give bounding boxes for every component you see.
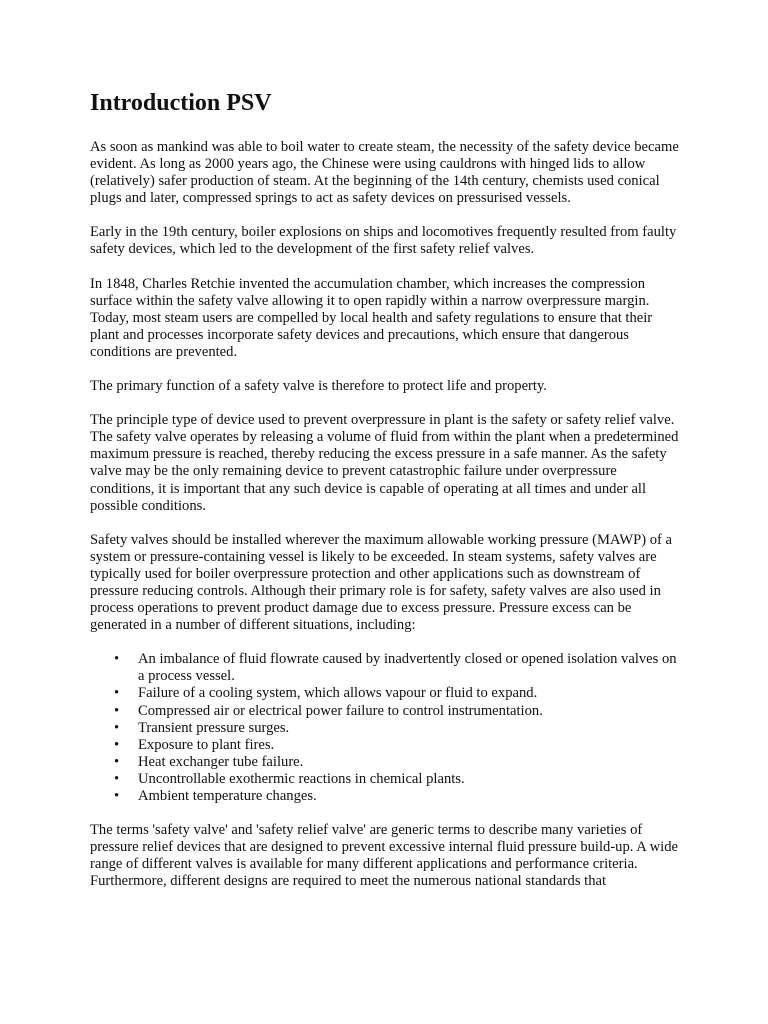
overpressure-causes-list	[90, 651, 682, 805]
bullet-icon: •	[114, 753, 120, 770]
list-item-text: Exposure to plant fires.	[138, 736, 275, 753]
list-item-text: Transient pressure surges.	[138, 719, 290, 736]
list-item	[114, 770, 682, 788]
paragraph-terms: The terms 'safety valve' and 'safety relief valve' are generic terms to describe many varieties of pressure relief devices that are designed to prevent excessive internal fluid pressure build-up. A wide range of different valves is available for many different applications and performance criteria. Furthermore, different designs are required to meet the numerous national standards that	[90, 822, 679, 890]
page-title: Introduction PSV	[90, 90, 272, 116]
paragraph-accumulation-chamber: In 1848, Charles Retchie invented the accumulation chamber, which increases the compression surface within the safety valve allowing it to open rapidly within a narrow overpressure margin. Today, most steam users are compelled by local health and safety regulations to ensure that their plant and processes incorporate safety devices and precautions, which ensure that dangerous conditions are prevented.	[90, 275, 653, 360]
list-item-text: An imbalance of fluid flowrate caused by inadvertently closed or opened isolation valves on a process vessel.	[138, 651, 677, 685]
document-page	[90, 88, 682, 907]
paragraph-19th-century: Early in the 19th century, boiler explosions on ships and locomotives frequently resulted from faulty safety devices, which led to the development of the first safety relief valves.	[90, 224, 677, 258]
bullet-icon: •	[114, 685, 120, 702]
list-item-text: Heat exchanger tube failure.	[138, 753, 304, 770]
list-item	[114, 719, 682, 737]
list-item	[114, 685, 682, 702]
list-item	[114, 736, 682, 754]
bullet-icon: •	[114, 651, 120, 668]
paragraph-primary-function: The primary function of a safety valve is therefore to protect life and property.	[90, 378, 547, 395]
list-item	[114, 651, 682, 685]
list-item	[114, 702, 682, 720]
list-item	[114, 753, 682, 771]
list-item-text: Failure of a cooling system, which allows vapour or fluid to expand.	[138, 685, 538, 702]
bullet-icon: •	[114, 788, 120, 804]
list-item-text: Ambient temperature changes.	[138, 788, 317, 804]
bullet-icon: •	[114, 736, 120, 753]
paragraph-device-type: The principle type of device used to prevent overpressure in plant is the safety or safety relief valve. The safety valve operates by releasing a volume of fluid from within the plant when a predetermined maximum pressure is reached, thereby reducing the excess pressure in a safe manner. As the safety valve may be the only remaining device to prevent catastrophic failure under overpressure conditions, it is important that any such device is capable of operating at all times and under all possible conditions.	[90, 412, 679, 514]
paragraph-history: As soon as mankind was able to boil water to create steam, the necessity of the safety device became evident. As long as 2000 years ago, the Chinese were using cauldrons with hinged lids to allow (relatively) safer production of steam. At the beginning of the 14th century, chemists used conical plugs and later, compressed springs to act as safety devices on pressurised vessels.	[90, 139, 679, 207]
list-item-text: Compressed air or electrical power failure to control instrumentation.	[138, 702, 543, 719]
bullet-icon: •	[114, 719, 120, 736]
paragraph-installation: Safety valves should be installed wherever the maximum allowable working pressure (MAWP) of a system or pressure-containing vessel is likely to be exceeded. In steam systems, safety valves are typically used for boiler overpressure protection and other applications such as downstream of pressure reducing controls. Although their primary role is for safety, safety valves are also used in process operations to prevent product damage due to excess pressure. Pressure excess can be generated in a number of different situations, including:	[90, 531, 673, 634]
bullet-icon: •	[114, 770, 120, 787]
list-item-text: Uncontrollable exothermic reactions in chemical plants.	[138, 770, 465, 787]
list-item	[114, 788, 682, 805]
bullet-icon: •	[114, 702, 120, 719]
